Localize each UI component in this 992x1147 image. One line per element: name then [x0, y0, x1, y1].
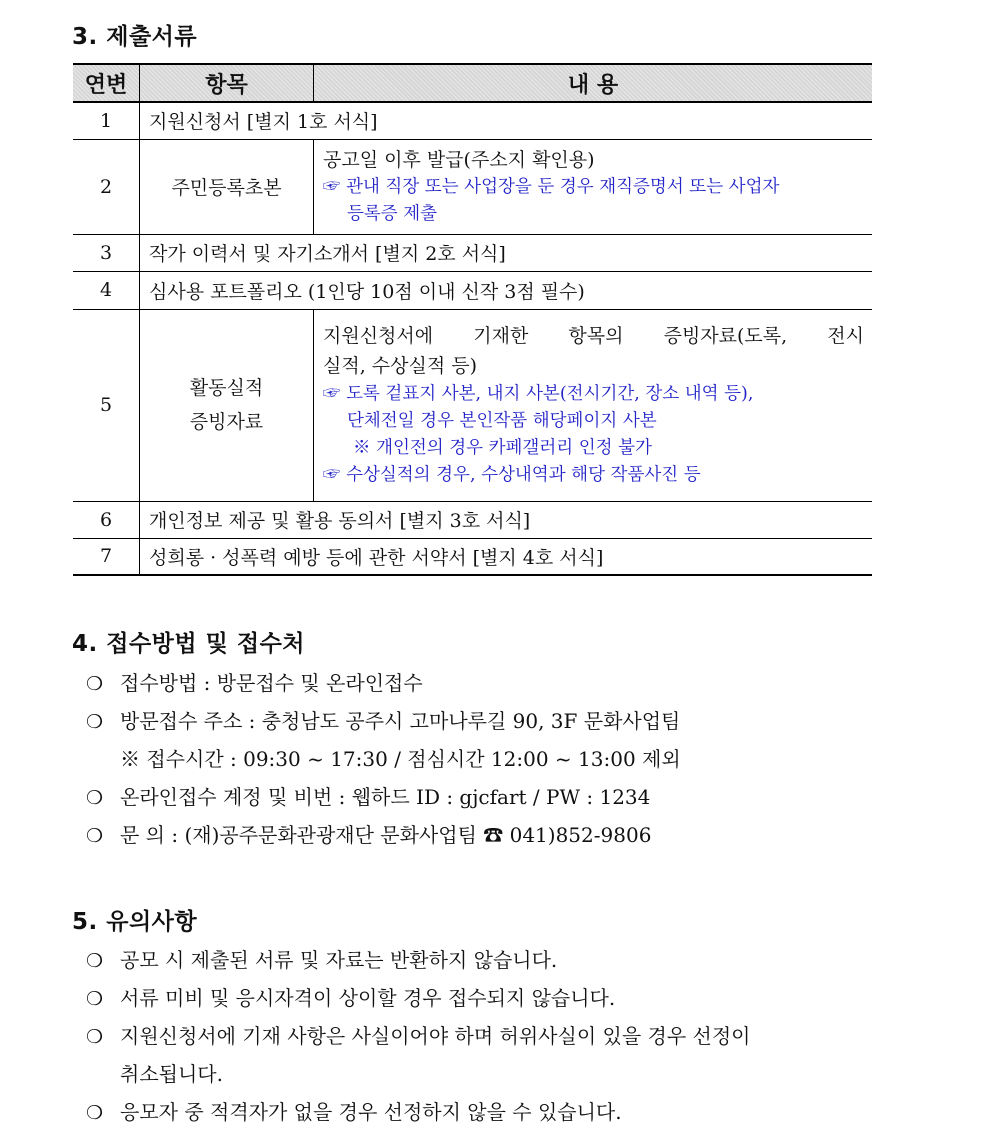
- note-line: 단체전일 경우 본인작품 해당페이지 사본: [347, 411, 657, 431]
- list-item: [86, 979, 750, 1017]
- list-item: [86, 778, 681, 816]
- note-line: ☞ 도록 겉표지 사본, 내지 사본(전시기간, 장소 내역 등),: [323, 384, 754, 404]
- bullet-icon: ❍: [86, 950, 104, 972]
- table-header: [73, 64, 872, 102]
- list-item: [86, 740, 681, 778]
- bullet-icon: ❍: [86, 711, 104, 733]
- section4-list: [86, 664, 681, 854]
- item-text: ※ 접수시간 : 09:30 ~ 17:30 / 점심시간 12:00 ~ 13:00 제외: [120, 747, 681, 771]
- row-text: 개인정보 제공 및 활용 동의서 [별지 3호 서식]: [140, 501, 873, 538]
- documents-table: [73, 63, 872, 576]
- content-line: 실적, 수상실적 등): [323, 355, 478, 377]
- item-text: 응모자 중 적격자가 없을 경우 선정하지 않을 수 있습니다.: [120, 1100, 622, 1124]
- list-item: [86, 816, 681, 854]
- item-text: 접수방법 : 방문접수 및 온라인접수: [120, 671, 423, 695]
- header-no: 연변: [73, 64, 140, 102]
- item-text: 공모 시 제출된 서류 및 자료는 반환하지 않습니다.: [120, 948, 558, 972]
- bullet-icon: ❍: [86, 1026, 104, 1048]
- content-line: 공고일 이후 발급(주소지 확인용): [323, 148, 595, 171]
- row-no: 6: [73, 501, 140, 538]
- item-line: 활동실적: [189, 377, 264, 399]
- row-no: 1: [73, 102, 140, 139]
- table-row: [73, 501, 872, 538]
- item-text: 온라인접수 계정 및 비번 : 웹하드 ID : gjcfart / PW : 1234: [120, 785, 651, 809]
- row-text: 지원신청서 [별지 1호 서식]: [140, 102, 873, 139]
- row-item: [140, 309, 314, 501]
- note-line: 등록증 제출: [347, 203, 438, 224]
- note-line: ☞ 수상실적의 경우, 수상내역과 해당 작품사진 등: [323, 465, 701, 485]
- note-text: [323, 174, 864, 228]
- row-no: 5: [73, 309, 140, 501]
- content-line: 지원신청서에 기재한 항목의 증빙자료(도록, 전시: [323, 325, 864, 347]
- row-text: 작가 이력서 및 자기소개서 [별지 2호 서식]: [140, 234, 873, 271]
- section3-title: 3. 제출서류: [72, 24, 198, 50]
- list-item: [86, 1055, 750, 1093]
- note-line: ☞ 관내 직장 또는 사업장을 둔 경우 재직증명서 또는 사업자: [323, 176, 780, 197]
- note-text: [323, 381, 864, 489]
- row-no: 2: [73, 139, 140, 234]
- bullet-icon: ❍: [86, 825, 104, 847]
- bullet-icon: ❍: [86, 1102, 104, 1124]
- row-text: 성희롱 · 성폭력 예방 등에 관한 서약서 [별지 4호 서식]: [140, 538, 873, 575]
- list-item: [86, 1093, 750, 1131]
- item-text: 지원신청서에 기재 사항은 사실이어야 하며 허위사실이 있을 경우 선정이: [120, 1024, 751, 1048]
- row-content: [314, 309, 873, 501]
- list-item: [86, 702, 681, 740]
- list-item: [86, 941, 750, 979]
- table-row: [73, 102, 872, 139]
- item-line: 증빙자료: [189, 411, 264, 433]
- table-row: [73, 538, 872, 575]
- table-row: [73, 309, 872, 501]
- header-content: 내 용: [314, 64, 873, 102]
- row-no: 3: [73, 234, 140, 271]
- row-no: 4: [73, 271, 140, 309]
- row-item: 주민등록초본: [140, 139, 314, 234]
- row-content: [314, 139, 873, 234]
- list-item: [86, 1017, 750, 1055]
- section5-title: 5. 유의사항: [72, 909, 198, 935]
- note-line: ※ 개인전의 경우 카페갤러리 인정 불가: [353, 438, 652, 458]
- bullet-icon: ❍: [86, 988, 104, 1010]
- row-no: 7: [73, 538, 140, 575]
- item-text: 방문접수 주소 : 충청남도 공주시 고마나루길 90, 3F 문화사업팀: [120, 709, 681, 733]
- bullet-icon: ❍: [86, 787, 104, 809]
- table-row: [73, 234, 872, 271]
- item-text: 서류 미비 및 응시자격이 상이할 경우 접수되지 않습니다.: [120, 986, 616, 1010]
- row-text: 심사용 포트폴리오 (1인당 10점 이내 신작 3점 필수): [140, 271, 873, 309]
- bullet-icon: ❍: [86, 673, 104, 695]
- table-row: [73, 271, 872, 309]
- header-item: 항목: [140, 64, 314, 102]
- item-text: 문 의 : (재)공주문화관광재단 문화사업팀 ☎ 041)852-9806: [120, 823, 652, 847]
- section4-title: 4. 접수방법 및 접수처: [72, 631, 306, 657]
- list-item: [86, 664, 681, 702]
- table-row: [73, 139, 872, 234]
- section5-list: [86, 941, 750, 1131]
- item-text: 취소됩니다.: [120, 1062, 223, 1086]
